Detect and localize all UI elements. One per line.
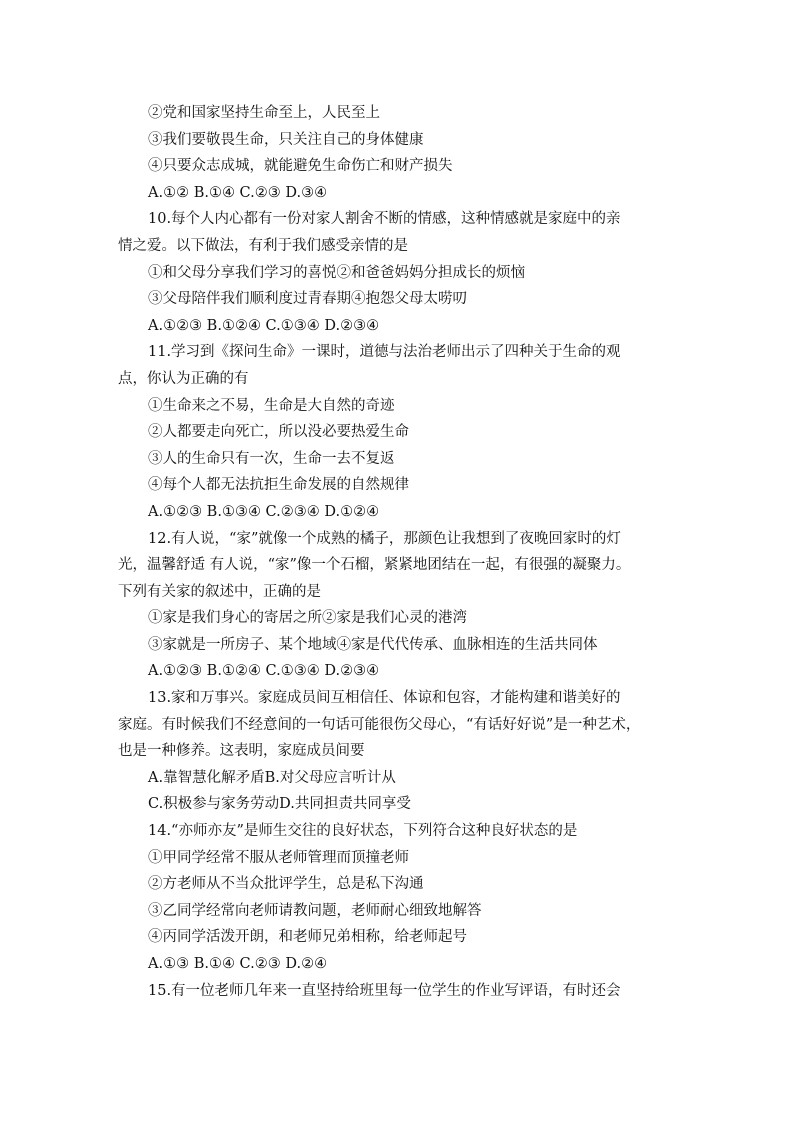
text-line: ①家是我们身心的寄居之所②家是我们心灵的港湾: [148, 610, 467, 627]
text-line: ③我们要敬畏生命，只关注自己的身体健康: [148, 131, 424, 148]
text-line: 光，温馨舒适 有人说，“家”像一个石榴，紧紧地团结在一起，有很强的凝聚力。: [118, 557, 631, 574]
text-line: A.①②③ B.①③④ C.②③④ D.①②④: [148, 503, 380, 520]
text-line: ③人的生命只有一次，生命一去不复返: [148, 450, 395, 467]
text-line: A.靠智慧化解矛盾B.对父母应言听计从: [148, 769, 396, 786]
text-line: 家庭。有时候我们不经意间的一句话可能很伤父母心，“有话好好说”是一种艺术，: [118, 716, 641, 733]
text-line: 点，你认为正确的有: [118, 370, 249, 387]
text-line: ④丙同学活泼开朗，和老师兄弟相称，给老师起号: [148, 929, 467, 946]
text-line: ②方老师从不当众批评学生，总是私下沟通: [148, 876, 424, 893]
text-line: 也是一种修养。这表明，家庭成员间要: [118, 743, 365, 760]
text-line: 11.学习到《探问生命》一课时，道德与法治老师出示了四种关于生命的观: [148, 344, 621, 361]
text-line: 下列有关家的叙述中，正确的是: [118, 583, 321, 600]
text-line: ①和父母分享我们学习的喜悦②和爸爸妈妈分担成长的烦恼: [148, 264, 525, 281]
text-line: ③乙同学经常向老师请教问题，老师耐心细致地解答: [148, 902, 482, 919]
text-line: 15.有一位老师几年来一直坚持给班里每一位学生的作业写评语，有时还会: [148, 982, 621, 999]
text-line: ②人都要走向死亡，所以没必要热爱生命: [148, 424, 409, 441]
text-line: ③家就是一所房子、某个地域④家是代代传承、血脉相连的生活共同体: [148, 636, 598, 653]
text-line: ②党和国家坚持生命至上，人民至上: [148, 105, 380, 121]
text-line: 12.有人说，“家”就像一个成熟的橘子，那颜色让我想到了夜晚回家时的灯: [148, 530, 621, 547]
text-line: ④只要众志成城，就能避免生命伤亡和财产损失: [148, 158, 453, 175]
text-line: 14.“亦师亦友”是师生交往的良好状态，下列符合这种良好状态的是: [148, 823, 578, 840]
text-line: A.①②③ B.①②④ C.①③④ D.②③④: [148, 317, 380, 334]
document-page: [118, 100, 678, 1004]
text-line: C.积极参与家务劳动D.共同担责共同享受: [148, 796, 411, 813]
text-line: ①甲同学经常不服从老师管理而顶撞老师: [148, 849, 409, 866]
text-line: 13.家和万事兴。家庭成员间互相信任、体谅和包容，才能构建和谐美好的: [148, 690, 621, 707]
text-line: A.①③ B.①④ C.②③ D.②④: [148, 956, 328, 972]
text-line: 10.每个人内心都有一份对家人割舍不断的情感，这种情感就是家庭中的亲: [148, 211, 621, 228]
text-line: A.①② B.①④ C.②③ D.③④: [148, 184, 328, 201]
text-line: ④每个人都无法抗拒生命发展的自然规律: [148, 477, 409, 494]
text-line: A.①②③ B.①②④ C.①③④ D.②③④: [148, 663, 380, 680]
text-line: 情之爱。以下做法，有利于我们感受亲情的是: [118, 237, 408, 254]
text-line: ③父母陪伴我们顺利度过青春期④抱怨父母太唠叨: [148, 291, 467, 308]
text-line: ①生命来之不易，生命是大自然的奇迹: [148, 397, 395, 414]
